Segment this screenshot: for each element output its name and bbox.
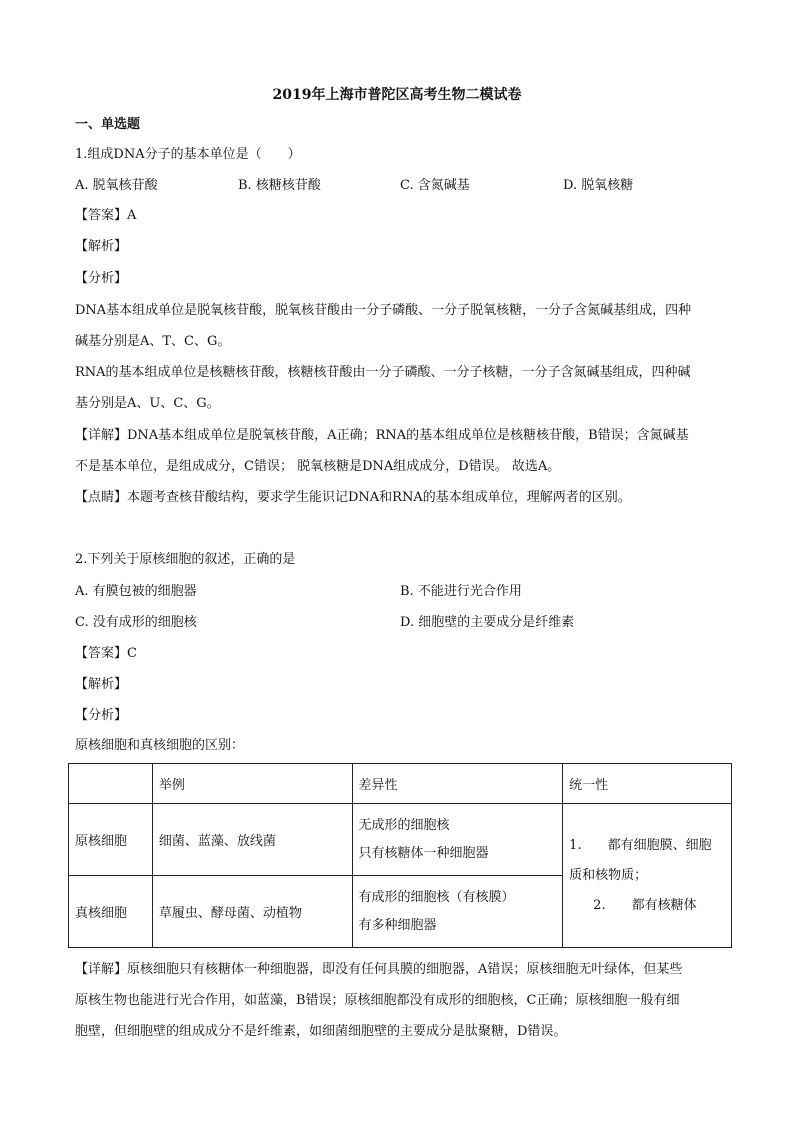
q1-option-a: A. 脱氧核苷酸 <box>75 178 158 193</box>
row-diff-eukaryote <box>352 876 563 948</box>
unity-cell <box>563 804 732 948</box>
question-2-stem: 2.下列关于原核细胞的叙述，正确的是 <box>75 552 296 567</box>
q1-option-d: D. 脱氧核糖 <box>563 178 634 193</box>
row-name-eukaryote: 真核细胞 <box>69 876 153 948</box>
question-1-stem: 1.组成DNA分子的基本单位是（ ） <box>75 147 301 162</box>
table-header-row <box>69 764 732 804</box>
q1-jiexi-label: 【解析】 <box>75 239 128 254</box>
unity-line-3: 2. 都有核糖体 <box>593 897 697 913</box>
q2-detail-line-1: 【详解】原核细胞只有核糖体一种细胞器，即没有任何具膜的细胞器，A错误；原核细胞无叶绿体，但某些 <box>75 962 683 977</box>
q2-answer: 【答案】C <box>75 646 137 661</box>
q2-detail-line-3: 胞壁，但细胞壁的组成成分不是纤维素，如细菌细胞壁的主要成分是肽聚糖，D错误。 <box>75 1024 567 1039</box>
q1-option-c: C. 含氮碱基 <box>400 178 470 193</box>
q2-option-a: A. 有膜包被的细胞器 <box>75 584 197 599</box>
q2-jiexi-label: 【解析】 <box>75 677 128 692</box>
section-heading: 一、单选题 <box>75 117 141 132</box>
q2-option-d: D. 细胞壁的主要成分是纤维素 <box>400 615 575 630</box>
table-header-unity: 统一性 <box>563 764 732 804</box>
table-row <box>69 804 732 876</box>
diff-line: 无成形的细胞核 <box>358 817 450 833</box>
q1-answer: 【答案】A <box>75 208 137 223</box>
q1-detail-line-1: 【详解】DNA基本组成单位是脱氧核苷酸，A正确；RNA的基本组成单位是核糖核苷酸，B错误；含氮碱基 <box>75 428 689 443</box>
diff-line: 有多种细胞器 <box>358 917 437 933</box>
q2-option-b: B. 不能进行光合作用 <box>400 584 522 599</box>
unity-line-1: 1. 都有细胞膜、细胞 <box>569 837 712 853</box>
q1-detail-line-2: 不是基本单位，是组成成分，C错误； 脱氧核糖是DNA组成成分，D错误。 故选A。 <box>75 459 561 474</box>
table-header-empty <box>69 764 153 804</box>
q2-option-c: C. 没有成形的细胞核 <box>75 615 197 630</box>
comparison-table <box>68 763 732 948</box>
q2-detail-line-2: 原核生物也能进行光合作用，如蓝藻，B错误；原核细胞都没有成形的细胞核，C正确；原核细胞一般有细 <box>75 993 680 1008</box>
q2-fenxi-label: 【分析】 <box>75 708 128 723</box>
table-header-example: 举例 <box>152 764 352 804</box>
diff-line: 有成形的细胞核（有核膜） <box>358 889 515 905</box>
q1-fenxi-label: 【分析】 <box>75 271 128 286</box>
row-diff-prokaryote <box>352 804 563 876</box>
row-example-prokaryote: 细菌、蓝藻、放线菌 <box>152 804 352 876</box>
row-name-prokaryote: 原核细胞 <box>69 804 153 876</box>
q1-analysis-line-3: RNA的基本组成单位是核糖核苷酸，核糖核苷酸由一分子磷酸、一分子核糖，一分子含氮碱基组成，四种碱 <box>75 365 691 380</box>
q1-comment: 【点睛】本题考查核苷酸结构，要求学生能识记DNA和RNA的基本组成单位，理解两者的区别。 <box>75 490 631 505</box>
q1-option-b: B. 核糖核苷酸 <box>238 178 321 193</box>
document-title: 2019年上海市普陀区高考生物二模试卷 <box>272 87 522 103</box>
q2-table-caption: 原核细胞和真核细胞的区别： <box>75 738 245 753</box>
unity-line-2: 质和核物质； <box>569 867 648 883</box>
q1-analysis-line-1: DNA基本组成单位是脱氧核苷酸，脱氧核苷酸由一分子磷酸、一分子脱氧核糖，一分子含氮碱基组成，四种 <box>75 303 692 318</box>
diff-line: 只有核糖体一种细胞器 <box>358 845 489 861</box>
q1-analysis-line-2: 碱基分别是A、T、C、G。 <box>75 334 231 349</box>
table-header-difference: 差异性 <box>352 764 563 804</box>
q1-analysis-line-4: 基分别是A、U、C、G。 <box>75 396 220 411</box>
row-example-eukaryote: 草履虫、酵母菌、动植物 <box>152 876 352 948</box>
